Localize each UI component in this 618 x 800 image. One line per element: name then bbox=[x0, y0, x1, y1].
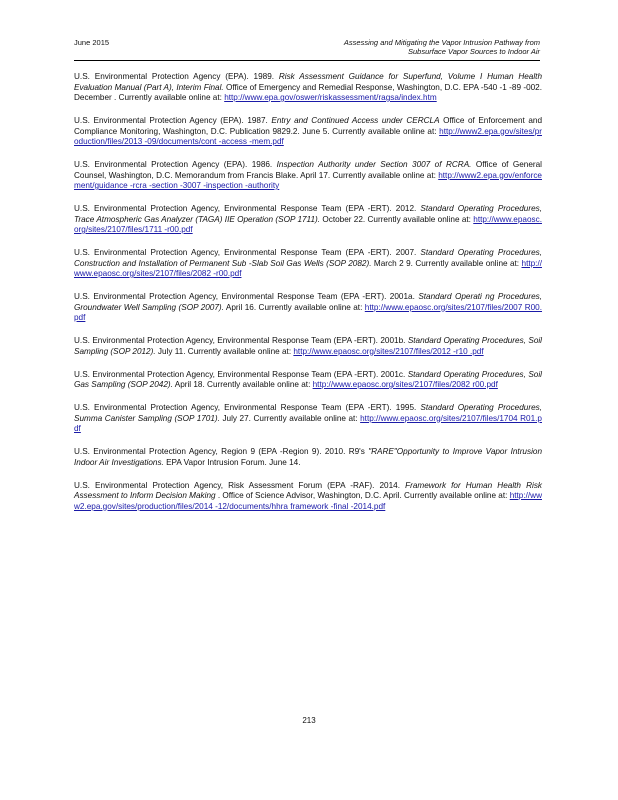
reference-title: Entry and Continued Access under CERCLA bbox=[271, 116, 440, 125]
reference-title: Standard Operating Procedures, Construction and Installation of Permanent Sub -Slab Soil Gas Wells (SOP 2082). bbox=[74, 248, 542, 268]
reference-list bbox=[74, 72, 542, 525]
reference-text: U.S. Environmental Protection Agency, Environmental Response Team (EPA -ERT). 2001a. bbox=[74, 292, 419, 301]
reference-link[interactable]: http://www2.epa.gov/enforcement/guidance -rcra -section -3007 -inspection -authority bbox=[74, 170, 542, 190]
reference-text: U.S. Environmental Protection Agency, Environmental Response Team (EPA -ERT). 1995. bbox=[74, 403, 421, 412]
reference-text: March 2 9. Currently available online at: bbox=[371, 258, 522, 268]
reference-title: Standard Operating Procedures, Soil Gas Sampling (SOP 2042). bbox=[74, 369, 542, 389]
reference-text: U.S. Environmental Protection Agency, Environmental Response Team (EPA -ERT). 2007. bbox=[74, 248, 421, 257]
reference-text: Office of Enforcement and Compliance Monitoring, Washington, D.C. Publication 9829.2. June 5. Currently available online at: bbox=[74, 116, 542, 136]
reference-title: Framework for Human Health Risk Assessment to Inform Decision Making bbox=[74, 480, 543, 500]
reference-entry bbox=[74, 447, 542, 468]
reference-text: U.S. Environmental Protection Agency (EPA). 1987. bbox=[74, 116, 272, 125]
reference-text: October 22. Currently available online at: bbox=[320, 214, 474, 224]
reference-title: Inspection Authority under Section 3007 of RCRA. bbox=[276, 160, 472, 169]
header-title-line1: Assessing and Mitigating the Vapor Intrusion Pathway from bbox=[343, 38, 540, 47]
header-rule bbox=[74, 60, 540, 61]
reference-text: U.S. Environmental Protection Agency, Environmental Response Team (EPA -ERT). 2001b. bbox=[74, 336, 408, 345]
reference-text: U.S. Environmental Protection Agency, Risk Assessment Forum (EPA -RAF). 2014. bbox=[74, 480, 406, 490]
reference-text: . Office of Science Advisor, Washington, D.C. April. Currently available online at: bbox=[215, 491, 510, 500]
reference-link[interactable]: http://www.epaosc.org/sites/2107/files/1711 -r00.pdf bbox=[74, 214, 542, 234]
reference-text: U.S. Environmental Protection Agency, Environmental Response Team (EPA -ERT). 2001c. bbox=[74, 369, 408, 379]
page-number: 213 bbox=[302, 716, 316, 725]
reference-title: Risk Assessment Guidance for Superfund, Volume I Human Health Evaluation Manual (Part A), Interim Final. bbox=[74, 72, 542, 92]
reference-text: U.S. Environmental Protection Agency, Region 9 (EPA -Region 9). 2010. R9's bbox=[74, 447, 369, 456]
reference-entry bbox=[74, 248, 542, 280]
reference-text: U.S. Environmental Protection Agency (EPA). 1989. bbox=[74, 72, 279, 81]
reference-title: "RARE"Opportunity to Improve Vapor Intrusion Indoor Air Investigations. bbox=[74, 447, 542, 467]
header-date: June 2015 bbox=[74, 38, 110, 47]
reference-entry bbox=[74, 160, 542, 192]
reference-title: Standard Operating Procedures, Trace Atmospheric Gas Analyzer (TAGA) IIE Operation (SOP 1711). bbox=[74, 204, 542, 224]
reference-text: U.S. Environmental Protection Agency (EPA). 1986. bbox=[74, 160, 277, 169]
reference-entry bbox=[74, 292, 542, 324]
reference-link[interactable]: http://www.epaosc.org/sites/2107/files/2082 r00.pdf bbox=[312, 380, 498, 389]
reference-link[interactable]: http://www.epaosc.org/sites/2107/files/1704 R01.pdf bbox=[74, 413, 542, 433]
reference-text: Office of General Counsel, Washington, D.C. Memorandum from Francis Blake. April 17. Currently available online at: bbox=[74, 160, 542, 180]
reference-text: July 27. Currently available online at: bbox=[219, 413, 361, 423]
reference-entry bbox=[74, 204, 542, 236]
reference-text: U.S. Environmental Protection Agency, Environmental Response Team (EPA -ERT). 2012. bbox=[74, 204, 421, 213]
reference-entry bbox=[74, 481, 542, 513]
header-document-title bbox=[344, 38, 540, 56]
reference-text: EPA Vapor Intrusion Forum. June 14. bbox=[163, 457, 301, 467]
reference-entry bbox=[74, 116, 542, 148]
reference-entry bbox=[74, 403, 542, 435]
reference-link[interactable]: http://www.epaosc.org/sites/2107/files/2082 -r00.pdf bbox=[74, 258, 542, 278]
reference-title: Standard Operati ng Procedures, Groundwater Well Sampling (SOP 2007). bbox=[74, 292, 543, 312]
header-title-line2: Subsurface Vapor Sources to Indoor Air bbox=[407, 47, 540, 56]
reference-link[interactable]: http://www.epaosc.org/sites/2107/files/2007 R00.pdf bbox=[74, 302, 543, 322]
reference-title: Standard Operating Procedures, Soil Sampling (SOP 2012). bbox=[74, 336, 543, 356]
reference-entry bbox=[74, 336, 542, 357]
reference-text: July 11. Currently available online at: bbox=[155, 346, 294, 356]
reference-title: Standard Operating Procedures, Summa Canister Sampling (SOP 1701). bbox=[74, 403, 542, 423]
reference-text: Office of Emergency and Remedial Response, Washington, D.C. EPA -540 -1 -89 -002. December . Currently available online at: bbox=[74, 82, 543, 102]
reference-text: April 16. Currently available online at: bbox=[223, 302, 365, 312]
reference-text: April 18. Currently available online at: bbox=[172, 380, 313, 389]
reference-link[interactable]: http://www2.epa.gov/sites/production/files/2013 -09/documents/cont -access -mem.pdf bbox=[74, 126, 542, 146]
reference-link[interactable]: http://www.epaosc.org/sites/2107/files/2012 -r10 .pdf bbox=[293, 346, 484, 356]
reference-link[interactable]: http://www2.epa.gov/sites/production/files/2014 -12/documents/hhra framework -final -2014.pdf bbox=[74, 491, 542, 511]
reference-link[interactable]: http://www.epa.gov/oswer/riskassessment/ragsa/index.htm bbox=[224, 93, 437, 102]
reference-entry bbox=[74, 72, 542, 104]
reference-entry bbox=[74, 370, 542, 391]
